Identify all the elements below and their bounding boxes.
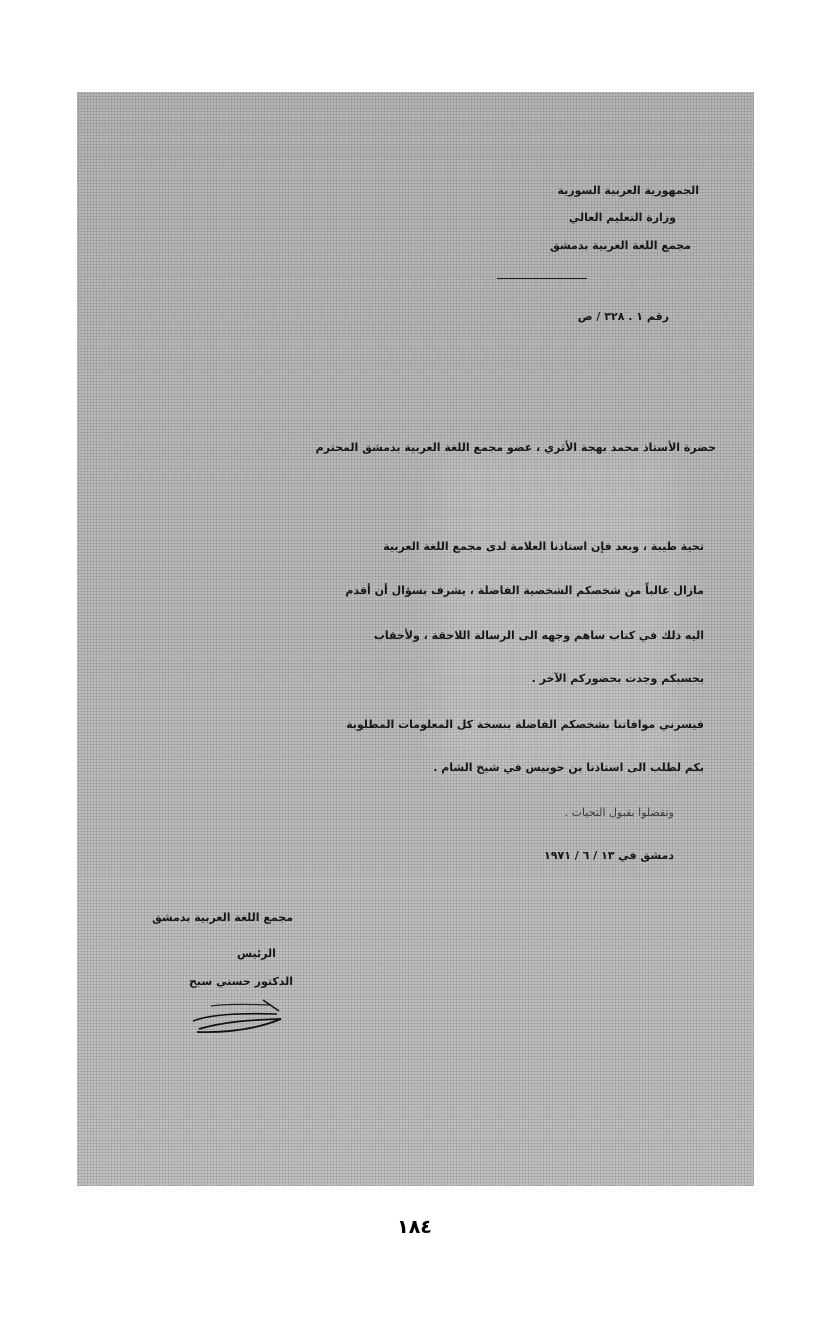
letterhead-ministry: وزارة التعليم العالي bbox=[568, 211, 676, 224]
scanned-letter bbox=[77, 92, 754, 1186]
signature-organization: مجمع اللغة العربية بدمشق bbox=[152, 911, 294, 924]
signature-name: الدكتور حسني سبح bbox=[189, 975, 294, 988]
date-line: دمشق في ١٣ / ٦ / ١٩٧١ bbox=[544, 849, 674, 862]
page-number: ١٨٤ bbox=[397, 1216, 432, 1238]
addressee-line: حضرة الأستاذ محمد بهجة الأثري ، عضو مجمع اللغة العربية بدمشق المحترم bbox=[315, 441, 716, 454]
body-paragraph-2-line-2: بكم لطلب الى استاذنا بن حوبيس في شيخ الشام . bbox=[433, 761, 704, 774]
handwritten-signature bbox=[189, 992, 301, 1040]
reference-number: رقم ١ . ٣٢٨ / ص bbox=[577, 310, 669, 323]
letterhead-underline bbox=[497, 278, 587, 279]
body-paragraph-1-line-2: مازال غالباً من شخصكم الشخصية الفاضلة ، يشرف بسؤال أن أقدم bbox=[345, 584, 704, 597]
body-paragraph-1-line-4: بحسبكم وجدت بحضوركم الآخر . bbox=[531, 672, 704, 685]
signature-title: الرئيس bbox=[237, 947, 276, 960]
body-paragraph-1-line-3: اليه ذلك في كتاب ساهم وجهه الى الرسالة اللاحقة ، ولأحقاب bbox=[373, 629, 704, 642]
closing-line: وتفضلوا بقبول التحيات . bbox=[564, 806, 674, 819]
body-paragraph-2-line-1: فيسرني موافاتنا بشخصكم الفاضلة بنسخة كل المعلومات المطلوبة bbox=[346, 718, 704, 731]
letterhead-country: الجمهورية العربية السورية bbox=[557, 184, 699, 197]
body-paragraph-1-line-1: تحية طيبة ، وبعد فإن استاذنا العلامة لدى مجمع اللغة العربية bbox=[383, 540, 704, 553]
letterhead-academy: مجمع اللغة العربية بدمشق bbox=[549, 239, 691, 252]
